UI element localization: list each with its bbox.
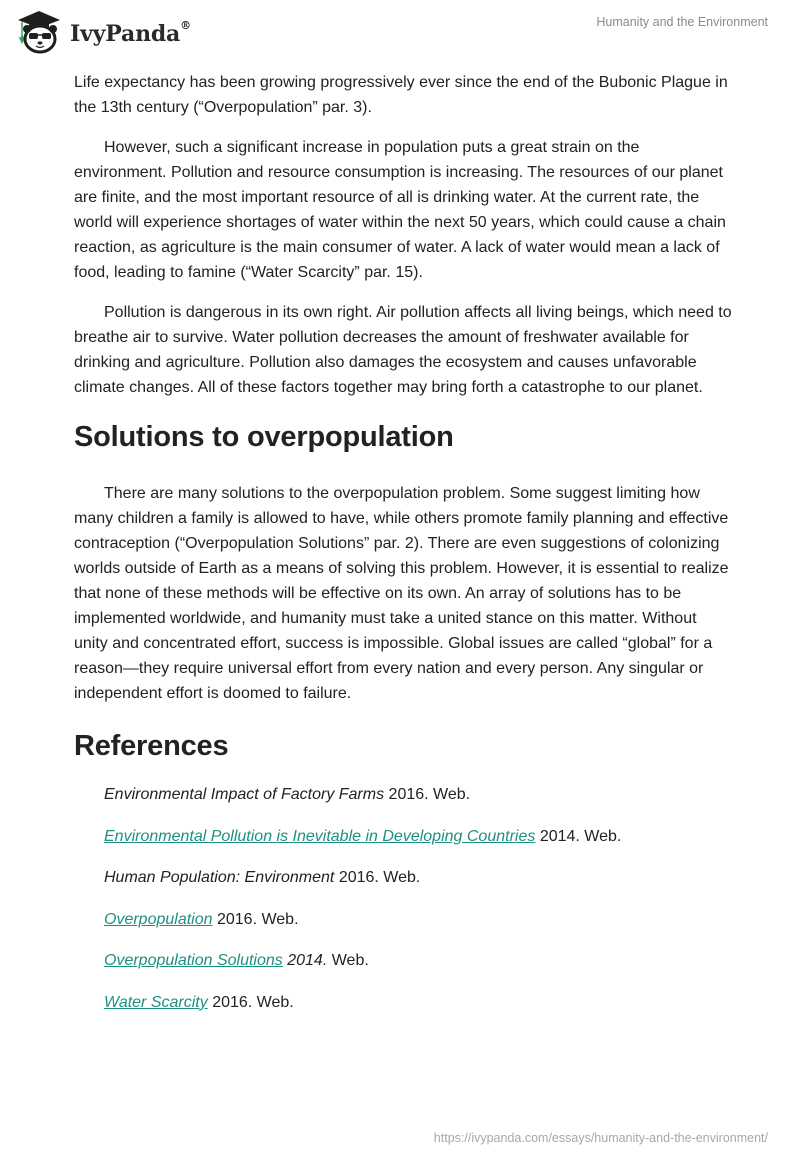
essay-content — [74, 70, 734, 1034]
reference-year: 2016 — [216, 910, 253, 928]
paragraph-population-strain: However, such a significant increase in population puts a great strain on the environment. Pollution and resource consumption is increasing. The resources of our planet are finite, and the most important resource of all is drinking water. At the current rate, the world will experience shortages of water within the next 50 years, which could cause a chain reaction, as agriculture is the main consumer of water. A lack of water would mean a lack of food, leading to famine (“Water Scarcity” par. 15). — [74, 139, 726, 281]
reference-suffix: . Web. — [252, 910, 299, 928]
reference-item — [104, 910, 734, 930]
reference-item — [104, 827, 734, 847]
ivypanda-logo[interactable] — [14, 8, 191, 54]
panda-graduation-cap-icon — [14, 8, 64, 54]
reference-link[interactable]: Overpopulation Solutions — [104, 952, 283, 969]
reference-suffix: . Web. — [424, 786, 471, 803]
reference-year: 2014. — [287, 952, 328, 969]
reference-suffix: . Web. — [247, 993, 294, 1011]
running-title: Humanity and the Environment — [596, 15, 768, 29]
reference-link[interactable]: Water Scarcity — [104, 993, 208, 1011]
heading-references: References — [74, 730, 229, 762]
paragraph-solutions: There are many solutions to the overpopulation problem. Some suggest limiting how many children a family is allowed to have, while others promote family planning and effective contraception (“Overpopulation Solutions” par. 2). There are even suggestions of colonizing worlds outside of Earth as a means of solving this problem. However, it is essential to realize that none of these methods will be effective on its own. An array of solutions has to be implemented worldwide, and humanity must take a united stance on this matter. Without unity and concentrated effort, success is impossible. Global issues are called “global” for a reason—they require universal effort from every nation and every person. Any singular or independent effort is doomed to failure. — [74, 485, 729, 702]
paragraph-life-expectancy: Life expectancy has been growing progressively ever since the end of the Bubonic Plague in the 13th century (“Overpopulation” par. 3). — [74, 74, 728, 116]
reference-title: Environmental Impact of Factory Farms — [104, 786, 385, 803]
page-header — [0, 0, 800, 66]
references-list — [74, 785, 734, 1013]
reference-year: 2016 — [338, 869, 375, 886]
heading-solutions: Solutions to overpopulation — [74, 421, 454, 453]
reference-title: Human Population: Environment — [104, 869, 335, 886]
reference-suffix: . Web. — [374, 869, 421, 886]
reference-year: 2014 — [539, 827, 576, 845]
reference-item — [104, 993, 734, 1013]
logo-wordmark: IvyPanda® — [70, 19, 191, 47]
reference-year: 2016 — [388, 786, 425, 803]
reference-year: 2016 — [212, 993, 248, 1011]
reference-item — [104, 785, 734, 805]
reference-link[interactable]: Environmental Pollution is Inevitable in Developing Countries — [104, 827, 536, 845]
reference-suffix: . Web. — [575, 827, 622, 845]
paragraph-pollution: Pollution is dangerous in its own right. Air pollution affects all living beings, which need to breathe air to survive. Water pollution decreases the amount of freshwater available for drinking and agriculture. Pollution also damages the ecosystem and causes unfavorable climate changes. All of these factors together may bring forth a catastrophe to our planet. — [74, 304, 732, 396]
reference-link[interactable]: Overpopulation — [104, 910, 213, 928]
footer-url: https://ivypanda.com/essays/humanity-and-the-environment/ — [433, 1131, 768, 1145]
reference-suffix: Web. — [327, 952, 369, 969]
reference-item — [104, 951, 734, 971]
reference-item — [104, 868, 734, 888]
